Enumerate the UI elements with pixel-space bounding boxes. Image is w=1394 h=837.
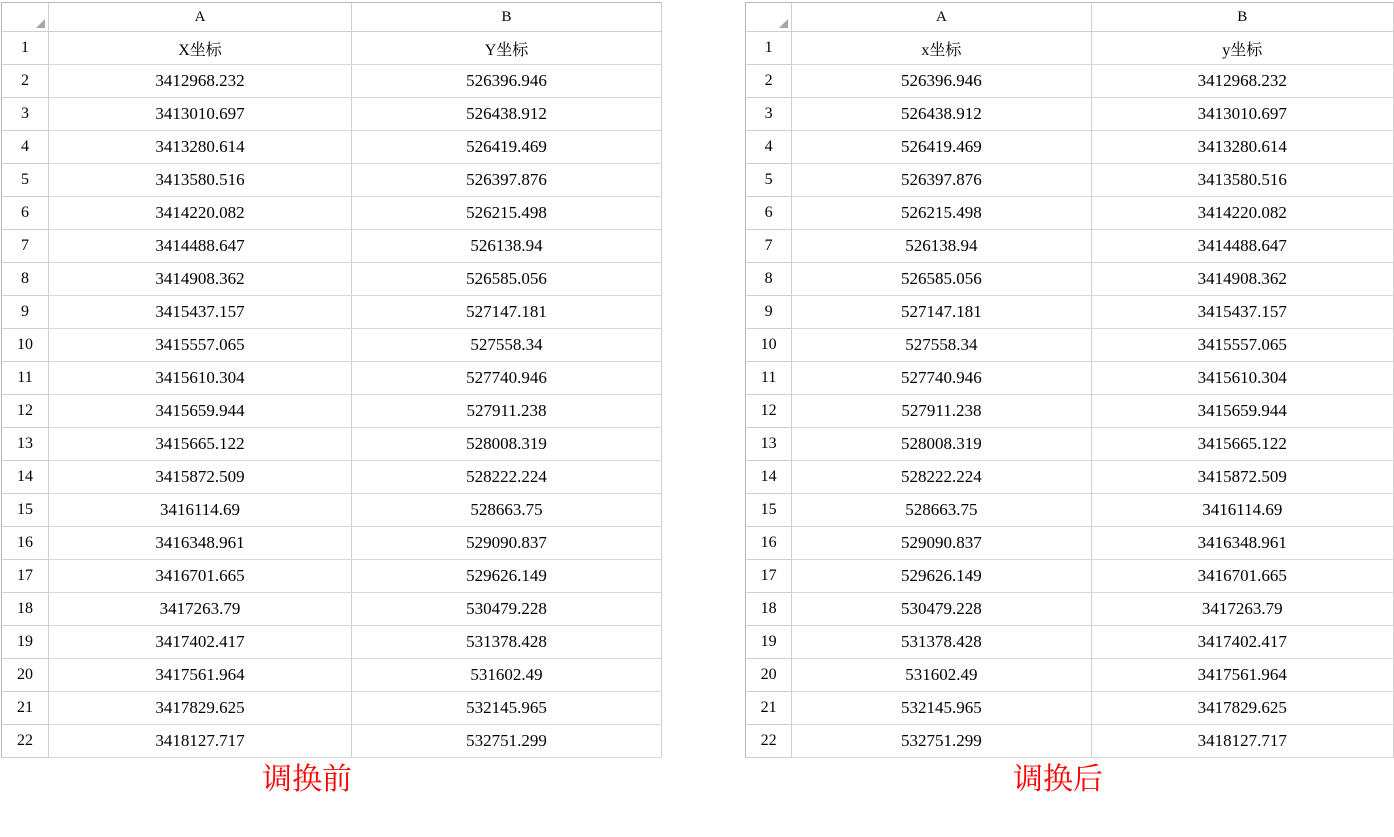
select-all-corner[interactable]: [2, 3, 49, 32]
table-row: [2, 230, 662, 263]
cell-a8[interactable]: 526585.056: [792, 263, 1091, 296]
cell-b18[interactable]: 3417263.79: [1091, 593, 1393, 626]
table-row: [2, 329, 662, 362]
row-header-20[interactable]: 20: [2, 659, 49, 692]
row-header-20[interactable]: 20: [746, 659, 792, 692]
cell-b16[interactable]: 529090.837: [352, 527, 662, 560]
row-header-7[interactable]: 7: [2, 230, 49, 263]
corner-triangle-icon: [779, 19, 788, 28]
table-row: [2, 65, 662, 98]
table-row: [2, 296, 662, 329]
cell-a17[interactable]: 529626.149: [792, 560, 1091, 593]
column-header-a[interactable]: A: [49, 3, 352, 32]
table-row: [2, 560, 662, 593]
cell-a1[interactable]: x坐标: [792, 32, 1091, 65]
table-row: [746, 395, 1394, 428]
cell-a21[interactable]: 3417829.625: [49, 692, 352, 725]
table-row: [746, 296, 1394, 329]
cell-a2[interactable]: 3412968.232: [49, 65, 352, 98]
cell-b10[interactable]: 3415557.065: [1091, 329, 1393, 362]
table-row: [2, 527, 662, 560]
cell-b3[interactable]: 526438.912: [352, 98, 662, 131]
row-header-12[interactable]: 12: [746, 395, 792, 428]
cell-b19[interactable]: 3417402.417: [1091, 626, 1393, 659]
cell-a19[interactable]: 3417402.417: [49, 626, 352, 659]
cell-b1[interactable]: Y坐标: [352, 32, 662, 65]
row-header-2[interactable]: 2: [746, 65, 792, 98]
row-header-21[interactable]: 21: [2, 692, 49, 725]
cell-b8[interactable]: 526585.056: [352, 263, 662, 296]
column-header-row: [746, 3, 1394, 32]
table-row: [2, 32, 662, 65]
cell-b5[interactable]: 526397.876: [352, 164, 662, 197]
row-header-14[interactable]: 14: [746, 461, 792, 494]
row-header-14[interactable]: 14: [2, 461, 49, 494]
row-header-6[interactable]: 6: [2, 197, 49, 230]
caption-after: 调换后: [1013, 763, 1103, 796]
cell-a20[interactable]: 3417561.964: [49, 659, 352, 692]
row-header-3[interactable]: 3: [2, 98, 49, 131]
cell-a5[interactable]: 3413580.516: [49, 164, 352, 197]
spreadsheet-before[interactable]: [1, 2, 662, 758]
cell-b22[interactable]: 532751.299: [352, 725, 662, 758]
row-header-1[interactable]: 1: [746, 32, 792, 65]
spreadsheet-table-after: [745, 2, 1394, 758]
row-header-13[interactable]: 13: [2, 428, 49, 461]
row-header-12[interactable]: 12: [2, 395, 49, 428]
row-header-16[interactable]: 16: [746, 527, 792, 560]
table-row: [746, 164, 1394, 197]
cell-a5[interactable]: 526397.876: [792, 164, 1091, 197]
cell-a12[interactable]: 3415659.944: [49, 395, 352, 428]
row-header-4[interactable]: 4: [746, 131, 792, 164]
row-header-18[interactable]: 18: [746, 593, 792, 626]
cell-b7[interactable]: 3414488.647: [1091, 230, 1393, 263]
table-row: [746, 461, 1394, 494]
cell-b13[interactable]: 3415665.122: [1091, 428, 1393, 461]
row-header-15[interactable]: 15: [746, 494, 792, 527]
cell-b11[interactable]: 3415610.304: [1091, 362, 1393, 395]
row-header-11[interactable]: 11: [746, 362, 792, 395]
cell-a3[interactable]: 3413010.697: [49, 98, 352, 131]
row-header-10[interactable]: 10: [2, 329, 49, 362]
cell-a14[interactable]: 528222.224: [792, 461, 1091, 494]
cell-b11[interactable]: 527740.946: [352, 362, 662, 395]
table-row: [2, 494, 662, 527]
cell-b21[interactable]: 532145.965: [352, 692, 662, 725]
row-header-17[interactable]: 17: [2, 560, 49, 593]
cell-a7[interactable]: 3414488.647: [49, 230, 352, 263]
table-row: [746, 32, 1394, 65]
row-header-4[interactable]: 4: [2, 131, 49, 164]
cell-b12[interactable]: 527911.238: [352, 395, 662, 428]
row-header-10[interactable]: 10: [746, 329, 792, 362]
table-row: [2, 362, 662, 395]
table-row: [746, 197, 1394, 230]
row-header-13[interactable]: 13: [746, 428, 792, 461]
spreadsheet-table-before: [1, 2, 662, 758]
cell-a21[interactable]: 532145.965: [792, 692, 1091, 725]
cell-b19[interactable]: 531378.428: [352, 626, 662, 659]
spreadsheet-body-before: [2, 32, 662, 758]
corner-triangle-icon: [36, 19, 45, 28]
column-header-row: [2, 3, 662, 32]
cell-b17[interactable]: 529626.149: [352, 560, 662, 593]
table-row: [746, 65, 1394, 98]
cell-b15[interactable]: 3416114.69: [1091, 494, 1393, 527]
cell-b17[interactable]: 3416701.665: [1091, 560, 1393, 593]
cell-a9[interactable]: 3415437.157: [49, 296, 352, 329]
cell-b6[interactable]: 3414220.082: [1091, 197, 1393, 230]
spreadsheet-after[interactable]: [745, 2, 1394, 758]
cell-a15[interactable]: 528663.75: [792, 494, 1091, 527]
cell-b7[interactable]: 526138.94: [352, 230, 662, 263]
cell-a11[interactable]: 527740.946: [792, 362, 1091, 395]
table-row: [746, 362, 1394, 395]
row-header-21[interactable]: 21: [746, 692, 792, 725]
table-row: [2, 626, 662, 659]
cell-b14[interactable]: 528222.224: [352, 461, 662, 494]
table-row: [746, 329, 1394, 362]
cell-b9[interactable]: 3415437.157: [1091, 296, 1393, 329]
row-header-22[interactable]: 22: [2, 725, 49, 758]
spreadsheet-body-after: [746, 32, 1394, 758]
cell-b8[interactable]: 3414908.362: [1091, 263, 1393, 296]
table-row: [746, 263, 1394, 296]
cell-a22[interactable]: 532751.299: [792, 725, 1091, 758]
caption-before: 调换前: [262, 763, 352, 796]
cell-a4[interactable]: 3413280.614: [49, 131, 352, 164]
column-header-a[interactable]: A: [792, 3, 1091, 32]
table-row: [2, 131, 662, 164]
row-header-11[interactable]: 11: [2, 362, 49, 395]
table-row: [746, 230, 1394, 263]
row-header-9[interactable]: 9: [746, 296, 792, 329]
cell-a10[interactable]: 3415557.065: [49, 329, 352, 362]
cell-b9[interactable]: 527147.181: [352, 296, 662, 329]
column-header-b[interactable]: B: [352, 3, 662, 32]
cell-b20[interactable]: 3417561.964: [1091, 659, 1393, 692]
table-row: [2, 197, 662, 230]
table-row: [2, 692, 662, 725]
row-header-7[interactable]: 7: [746, 230, 792, 263]
row-header-6[interactable]: 6: [746, 197, 792, 230]
cell-b2[interactable]: 3412968.232: [1091, 65, 1393, 98]
cell-b2[interactable]: 526396.946: [352, 65, 662, 98]
cell-b6[interactable]: 526215.498: [352, 197, 662, 230]
row-header-19[interactable]: 19: [2, 626, 49, 659]
cell-a1[interactable]: X坐标: [49, 32, 352, 65]
cell-a8[interactable]: 3414908.362: [49, 263, 352, 296]
cell-b15[interactable]: 528663.75: [352, 494, 662, 527]
table-row: [2, 263, 662, 296]
row-header-19[interactable]: 19: [746, 626, 792, 659]
cell-a16[interactable]: 529090.837: [792, 527, 1091, 560]
table-row: [746, 131, 1394, 164]
cell-b5[interactable]: 3413580.516: [1091, 164, 1393, 197]
row-header-15[interactable]: 15: [2, 494, 49, 527]
row-header-8[interactable]: 8: [746, 263, 792, 296]
table-row: [2, 98, 662, 131]
row-header-18[interactable]: 18: [2, 593, 49, 626]
cell-a14[interactable]: 3415872.509: [49, 461, 352, 494]
cell-b14[interactable]: 3415872.509: [1091, 461, 1393, 494]
row-header-2[interactable]: 2: [2, 65, 49, 98]
cell-a6[interactable]: 3414220.082: [49, 197, 352, 230]
cell-a3[interactable]: 526438.912: [792, 98, 1091, 131]
cell-b21[interactable]: 3417829.625: [1091, 692, 1393, 725]
cell-b1[interactable]: y坐标: [1091, 32, 1393, 65]
cell-a9[interactable]: 527147.181: [792, 296, 1091, 329]
cell-b3[interactable]: 3413010.697: [1091, 98, 1393, 131]
cell-a16[interactable]: 3416348.961: [49, 527, 352, 560]
cell-b4[interactable]: 526419.469: [352, 131, 662, 164]
table-row: [2, 428, 662, 461]
cell-b20[interactable]: 531602.49: [352, 659, 662, 692]
table-row: [2, 395, 662, 428]
cell-a12[interactable]: 527911.238: [792, 395, 1091, 428]
cell-a6[interactable]: 526215.498: [792, 197, 1091, 230]
row-header-9[interactable]: 9: [2, 296, 49, 329]
cell-a22[interactable]: 3418127.717: [49, 725, 352, 758]
row-header-1[interactable]: 1: [2, 32, 49, 65]
table-row: [746, 659, 1394, 692]
select-all-corner[interactable]: [746, 3, 792, 32]
table-row: [2, 725, 662, 758]
cell-a11[interactable]: 3415610.304: [49, 362, 352, 395]
table-row: [746, 527, 1394, 560]
cell-a15[interactable]: 3416114.69: [49, 494, 352, 527]
cell-b4[interactable]: 3413280.614: [1091, 131, 1393, 164]
table-row: [746, 428, 1394, 461]
cell-a20[interactable]: 531602.49: [792, 659, 1091, 692]
table-row: [2, 593, 662, 626]
cell-b18[interactable]: 530479.228: [352, 593, 662, 626]
table-row: [2, 461, 662, 494]
table-row: [2, 164, 662, 197]
cell-a10[interactable]: 527558.34: [792, 329, 1091, 362]
cell-a17[interactable]: 3416701.665: [49, 560, 352, 593]
table-row: [746, 98, 1394, 131]
cell-a4[interactable]: 526419.469: [792, 131, 1091, 164]
table-row: [746, 692, 1394, 725]
table-row: [746, 494, 1394, 527]
cell-b13[interactable]: 528008.319: [352, 428, 662, 461]
row-header-5[interactable]: 5: [2, 164, 49, 197]
row-header-8[interactable]: 8: [2, 263, 49, 296]
column-header-b[interactable]: B: [1091, 3, 1393, 32]
cell-a7[interactable]: 526138.94: [792, 230, 1091, 263]
table-row: [746, 593, 1394, 626]
row-header-17[interactable]: 17: [746, 560, 792, 593]
cell-a19[interactable]: 531378.428: [792, 626, 1091, 659]
table-row: [746, 560, 1394, 593]
row-header-16[interactable]: 16: [2, 527, 49, 560]
table-row: [2, 659, 662, 692]
cell-a2[interactable]: 526396.946: [792, 65, 1091, 98]
table-row: [746, 626, 1394, 659]
cell-a13[interactable]: 528008.319: [792, 428, 1091, 461]
cell-b10[interactable]: 527558.34: [352, 329, 662, 362]
cell-b22[interactable]: 3418127.717: [1091, 725, 1393, 758]
cell-b12[interactable]: 3415659.944: [1091, 395, 1393, 428]
row-header-3[interactable]: 3: [746, 98, 792, 131]
cell-b16[interactable]: 3416348.961: [1091, 527, 1393, 560]
cell-a18[interactable]: 3417263.79: [49, 593, 352, 626]
cell-a18[interactable]: 530479.228: [792, 593, 1091, 626]
row-header-22[interactable]: 22: [746, 725, 792, 758]
cell-a13[interactable]: 3415665.122: [49, 428, 352, 461]
table-row: [746, 725, 1394, 758]
row-header-5[interactable]: 5: [746, 164, 792, 197]
